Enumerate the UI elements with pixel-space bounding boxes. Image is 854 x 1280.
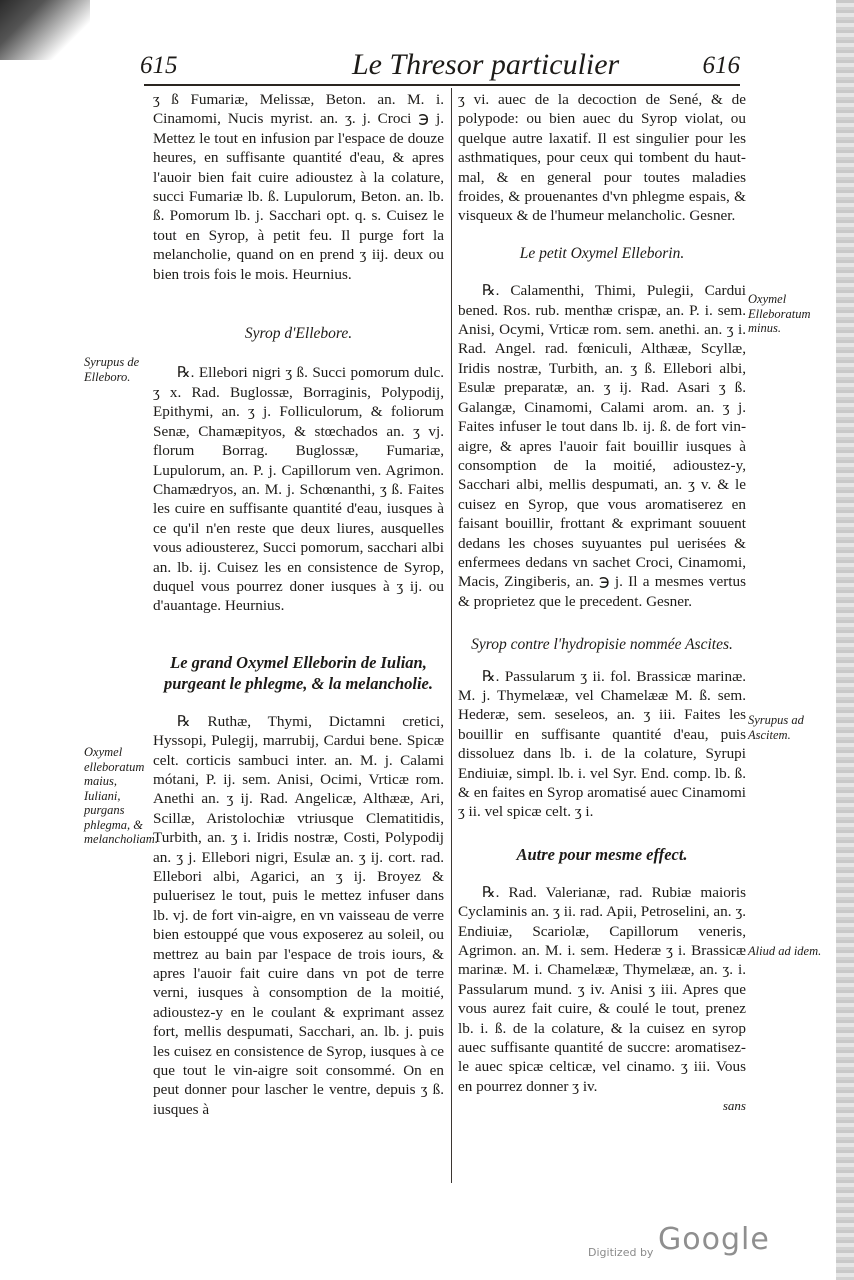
left-column — [153, 90, 444, 1119]
right-paragraph-4: ℞. Rad. Valerianæ, rad. Rubiæ maioris Cyclaminis an. ʒ ii. rad. Apii, Petroselini, an. ʒ. Endiuiæ, Scariolæ, Capillorum veneris, Agrimon. an. M. i. sem. Hederæ ʒ i. Brassicæ marinæ. M. i. Chamelææ, Thymelææ, an. ʒ. i. Passularum mund. ʒ iv. Anisi ʒ iii. Apres que vous aurez fait cuire, & coulé le tout, prenez lb. i. ß. de la colature, & la cuisez en syrop auec suffisante quantité de succre: aromatisez-le auec spicæ celticæ, vel cinamo. ʒ iii. Vous en pourrez donner ʒ iv. — [458, 883, 746, 1095]
margin-note-syrupus-elleboro: Syrupus de Elleboro. — [84, 355, 140, 384]
page-number-right: 616 — [702, 52, 740, 79]
page-edge-strip — [836, 0, 854, 1280]
running-title: Le Thresor particulier — [352, 48, 620, 81]
margin-note-oxymel-minus: Oxymel Elleboratum minus. — [748, 292, 811, 335]
right-paragraph-2: ℞. Calamenthi, Thimi, Pulegii, Cardui bened. Ros. rub. menthæ crispæ, an. P. i. sem. Anisi, Ocymi, Vrticæ rom. sem. anethi. an. ʒ i. Rad. Angel. rad. fœniculi, Althææ, Scyllæ, Iridis nostræ, Turbith, an. ʒ ß. Ellebori albi, Esulæ preparatæ, an. ʒ ij. Rad. Asari ʒ ß. Galangæ, Cinamomi, Calami arom. an. ʒ j. Faites infuser le tout dans lb. ij. ß. de fort vin-aigre, & apres l'auoir fait bouillir iusques à consomption de la moitié, adioustez-y, Sacchari albi, mellis despumati, an. ʒ v. & le cuisez en Syrop, que vous aromatiserez en faisant bouillir, frottant & exprimant souuent dedans les choses suyuantes pul uerisées & enfermees dedans vn sachet Croci, Cinamomi, Macis, Zingiberis, an. ℈ j. Il a mesmes vertus & proprietez que le precedent. Gesner. — [458, 282, 746, 610]
page-number-left: 615 — [140, 52, 178, 79]
column-divider — [451, 88, 452, 1183]
google-watermark — [588, 1222, 788, 1262]
heading-syrop-hydropisie: Syrop contre l'hydropisie nommée Ascites. — [471, 636, 733, 654]
header-rule — [144, 84, 740, 86]
margin-note-oxymel-maius: Oxymel elleboratum maius, Iuliani, purgans phlegma, & melancholiam. — [84, 745, 158, 846]
watermark-digitized-by: Digitized by — [588, 1246, 654, 1259]
margin-note-syrupus-ascitem: Syrupus ad Ascitem. — [748, 713, 804, 742]
watermark-google-logo: Google — [658, 1222, 770, 1257]
right-paragraph-3: ℞. Passularum ʒ ii. fol. Brassicæ marinæ. M. j. Thymelææ, vel Chamelææ M. ß. sem. Hederæ, sem. seseleos, an. ʒ iii. Faites les bouillir en suffisante quantité d'eau, puis dissoluez dans lb. i. de la colature, Syrupi Endiuiæ, simpl. lb. i. vel Syr. End. comp. lb. ß. & en faites en Syrop aromatisé auec Cinamomi ʒ ii. vel spicæ celt. ʒ i. — [458, 667, 746, 821]
margin-note-aliud-idem: Aliud ad idem. — [748, 944, 822, 958]
right-column — [458, 90, 746, 1116]
left-paragraph-3: ℞ Ruthæ, Thymi, Dictamni cretici, Hyssopi, Pulegij, marrubij, Cardui bene. Spicæ celt. corticis sambuci inter. an. M. j. Calami mótani, P. ij. sem. Anisi, Ocimi, Vrticæ rom. Anethi an. ʒ ij. Rad. Angelicæ, Althææ, Ari, Scillæ, Aristolochiæ vtriusque Clematitidis, Turbith, an. ʒ i. Iridis nostræ, Costi, Polypodij an. ʒ j. Ellebori nigri, Esulæ an. ʒ ij. cort. rad. Ellebori albi, Agarici, an ʒ ij. Broyez & puluerisez le tout, puis le mettez infuser dans lb. vj. de fort vin-aigre, en vn vaisseau de verre bien estouppé que vous exposerez au soleil, ou mettrez au bain par l'espace de trois iours, & apres l'auoir fait cuire dans vn pot de terre verni, iusques à consomption de la moitié, adioustez-y en le coulant & exprimant assez fort, mellis despumati, Sacchari, an. lb. j. puis les cuisez en consistence de Syrop, iusques à ce que tout le vin-aigre soit consommé. On en peut donner pour lascher le ventre, depuis ʒ ß. iusques à — [153, 712, 444, 1118]
running-header — [140, 48, 740, 84]
heading-grand-oxymel: Le grand Oxymel Elleborin de Iulian, purgeant le phlegme, & la melancholie. — [163, 652, 434, 693]
heading-autre-effect: Autre pour mesme effect. — [516, 844, 688, 864]
left-paragraph-1: ʒ ß Fumariæ, Melissæ, Beton. an. M. i. Cinamomi, Nucis myrist. an. ʒ. j. Croci ℈ j. Mettez le tout en infusion par l'espace de douze heures, en suffisante quantité d'eau, & apres l'auoir bien fait cuire adioustez à la colature, succi Fumariæ lb. ß. Lupulorum, Beton. an. lb. ß. Pomorum lb. j. Sacchari opt. q. s. Cuisez le tout en Syrop, à petit feu. Il purge fort la melancholie, quand on en prend ʒ iij. deux ou bien trois fois le mois. Heurnius. — [153, 91, 444, 283]
right-paragraph-1: ʒ vi. auec de la decoction de Sené, & de polypode: ou bien auec du Syrop violat, ou quelque autre laxatif. Il est singulier pour les asthmatiques, pour ceux qui tombent du haut-mal, & en general pour toutes maladies froides, & prouenantes d'vn phlegme espais, & visqueux & de l'humeur melancholic. Gesner. — [458, 91, 746, 225]
catchword: sans — [722, 1098, 746, 1114]
heading-syrop-ellebore: Syrop d'Ellebore. — [244, 325, 353, 343]
left-paragraph-2: ℞. Ellebori nigri ʒ ß. Succi pomorum dulc. ʒ x. Rad. Buglossæ, Borraginis, Polypodij, Epithymi, an. ʒ j. Folliculorum, & foliorum Senæ, Chamæpityos, & stœchados an. ʒ vj. florum Borrag. Buglossæ, Fumariæ, Lupulorum, an. P. j. Capillorum ven. Agrimon. Chamædryos, an. M. j. Schœnanthi, ʒ ß. Faites les cuire en suffisante quantité d'eau, iusques à ce qu'il n'en reste que deux liures, ausquelles vous adiousterez, Succi pomorum, sacchari albi an. lb. ij. Cuisez les en consistence de Syrop, duquel vous pourrez doner iusques à ʒ ij. ou d'auantage. Heurnius. — [153, 364, 444, 615]
scan-corner-shadow — [0, 0, 90, 60]
heading-petit-oxymel: Le petit Oxymel Elleborin. — [519, 244, 685, 262]
